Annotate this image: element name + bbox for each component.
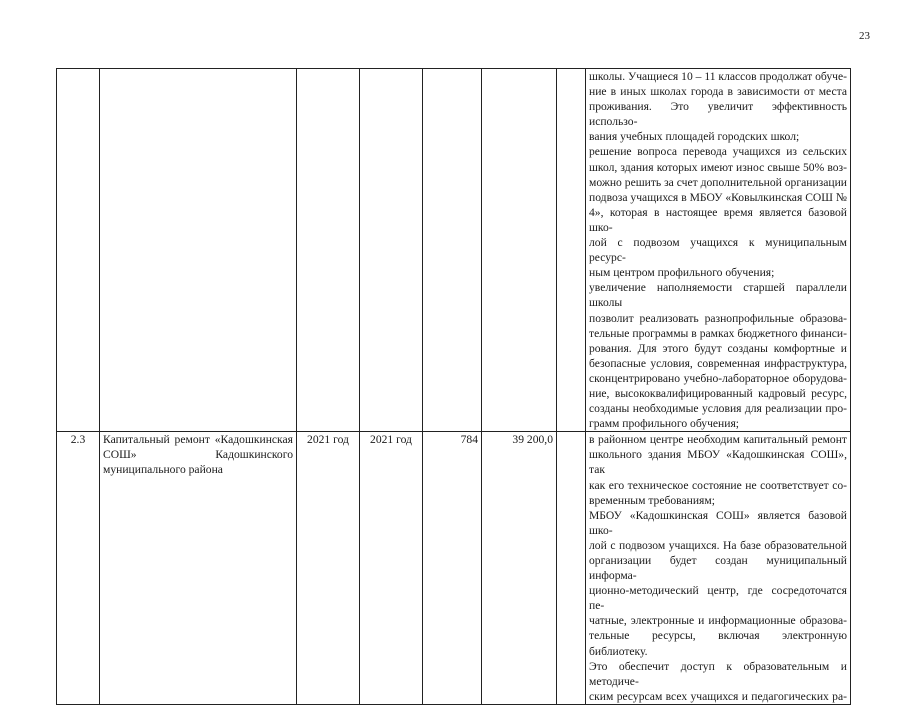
area-cell xyxy=(423,69,482,432)
description-line: ским ресурсам всех учащихся и педагогических ра- xyxy=(589,689,847,703)
description-line: ным центром профильного обучения; xyxy=(589,266,775,280)
description-line: Это обеспечит доступ к образовательным и методиче- xyxy=(589,659,847,688)
description-line: увеличение наполняемости старшей параллели школы xyxy=(589,281,847,310)
description-line: ние, высококвалифицированный кадровый ресурс, xyxy=(589,386,847,400)
description-line: подвоза учащихся в МБОУ «Ковылкинская СОШ № xyxy=(589,190,847,204)
description-line: школьного здания МБОУ «Кадошкинская СОШ», так xyxy=(589,448,847,477)
description-line: школ, здания которых имеют износ свыше 50% воз- xyxy=(589,160,847,174)
year-start-cell xyxy=(297,69,360,432)
page-number: 23 xyxy=(859,30,870,42)
description-text xyxy=(589,432,847,704)
description-line: сконцентрировано учебно-лабораторное оборудова- xyxy=(589,371,847,385)
description-line: можно решить за счет дополнительной организации xyxy=(589,175,847,189)
description-line: тельные программы в рамках бюджетного финанси- xyxy=(589,326,847,340)
row-number-cell xyxy=(57,69,100,432)
description-line: ционно-методический центр, где сосредоточатся пе- xyxy=(589,584,847,613)
description-line: решение вопроса перевода учащихся из сельских xyxy=(589,145,847,159)
description-line: тельные ресурсы, включая электронную библиотеку. xyxy=(589,629,847,658)
description-cell xyxy=(586,432,851,705)
description-line: созданы необходимые условия для реализации про- xyxy=(589,402,847,416)
table-row xyxy=(57,69,851,432)
table-row xyxy=(57,432,851,705)
description-line: в районном центре необходим капитальный ремонт xyxy=(589,433,847,447)
description-line: ние в иных школах города в зависимости от места xyxy=(589,85,847,99)
project-name-cell xyxy=(100,69,297,432)
description-line: как его техническое состояние не соответствует со- xyxy=(589,478,847,492)
projects-table xyxy=(56,68,851,705)
description-line: временным требованиям; xyxy=(589,493,715,507)
description-line: позволит реализовать разнопрофильные образова- xyxy=(589,311,847,325)
cost-cell xyxy=(482,69,557,432)
description-line: безопасные условия, современная инфраструктура, xyxy=(589,356,847,370)
cost-cell: 39 200,0 xyxy=(482,432,557,705)
empty-cell xyxy=(557,69,586,432)
description-line: проживания. Это увеличит эффективность использо- xyxy=(589,100,847,129)
year-end-cell: 2021 год xyxy=(360,432,423,705)
description-cell xyxy=(586,69,851,432)
project-name-cell: Капитальный ремонт «Кадошкинская СОШ» Кадошкинского муниципального района xyxy=(100,432,297,705)
description-line: вания учебных площадей городских школ; xyxy=(589,130,800,144)
description-line: организации будет создан муниципальный информа- xyxy=(589,554,847,583)
year-end-cell xyxy=(360,69,423,432)
description-line: лой с подвозом учащихся к муниципальным ресурс- xyxy=(589,236,847,265)
description-line: чатные, электронные и информационные образова- xyxy=(589,614,847,628)
description-line: грамм профильного обучения; xyxy=(589,417,740,431)
description-line: рования. Для этого будут созданы комфортные и xyxy=(589,341,847,355)
description-line: МБОУ «Кадошкинская СОШ» является базовой шко- xyxy=(589,508,847,537)
description-text xyxy=(589,69,847,431)
description-line: школы. Учащиеся 10 – 11 классов продолжат обуче- xyxy=(589,70,847,83)
description-line: 4», которая в настоящее время является базовой шко- xyxy=(589,205,847,234)
area-cell: 784 xyxy=(423,432,482,705)
description-line: лой с подвозом учащихся. На базе образовательной xyxy=(589,538,847,552)
year-start-cell: 2021 год xyxy=(297,432,360,705)
row-number-cell: 2.3 xyxy=(57,432,100,705)
empty-cell xyxy=(557,432,586,705)
